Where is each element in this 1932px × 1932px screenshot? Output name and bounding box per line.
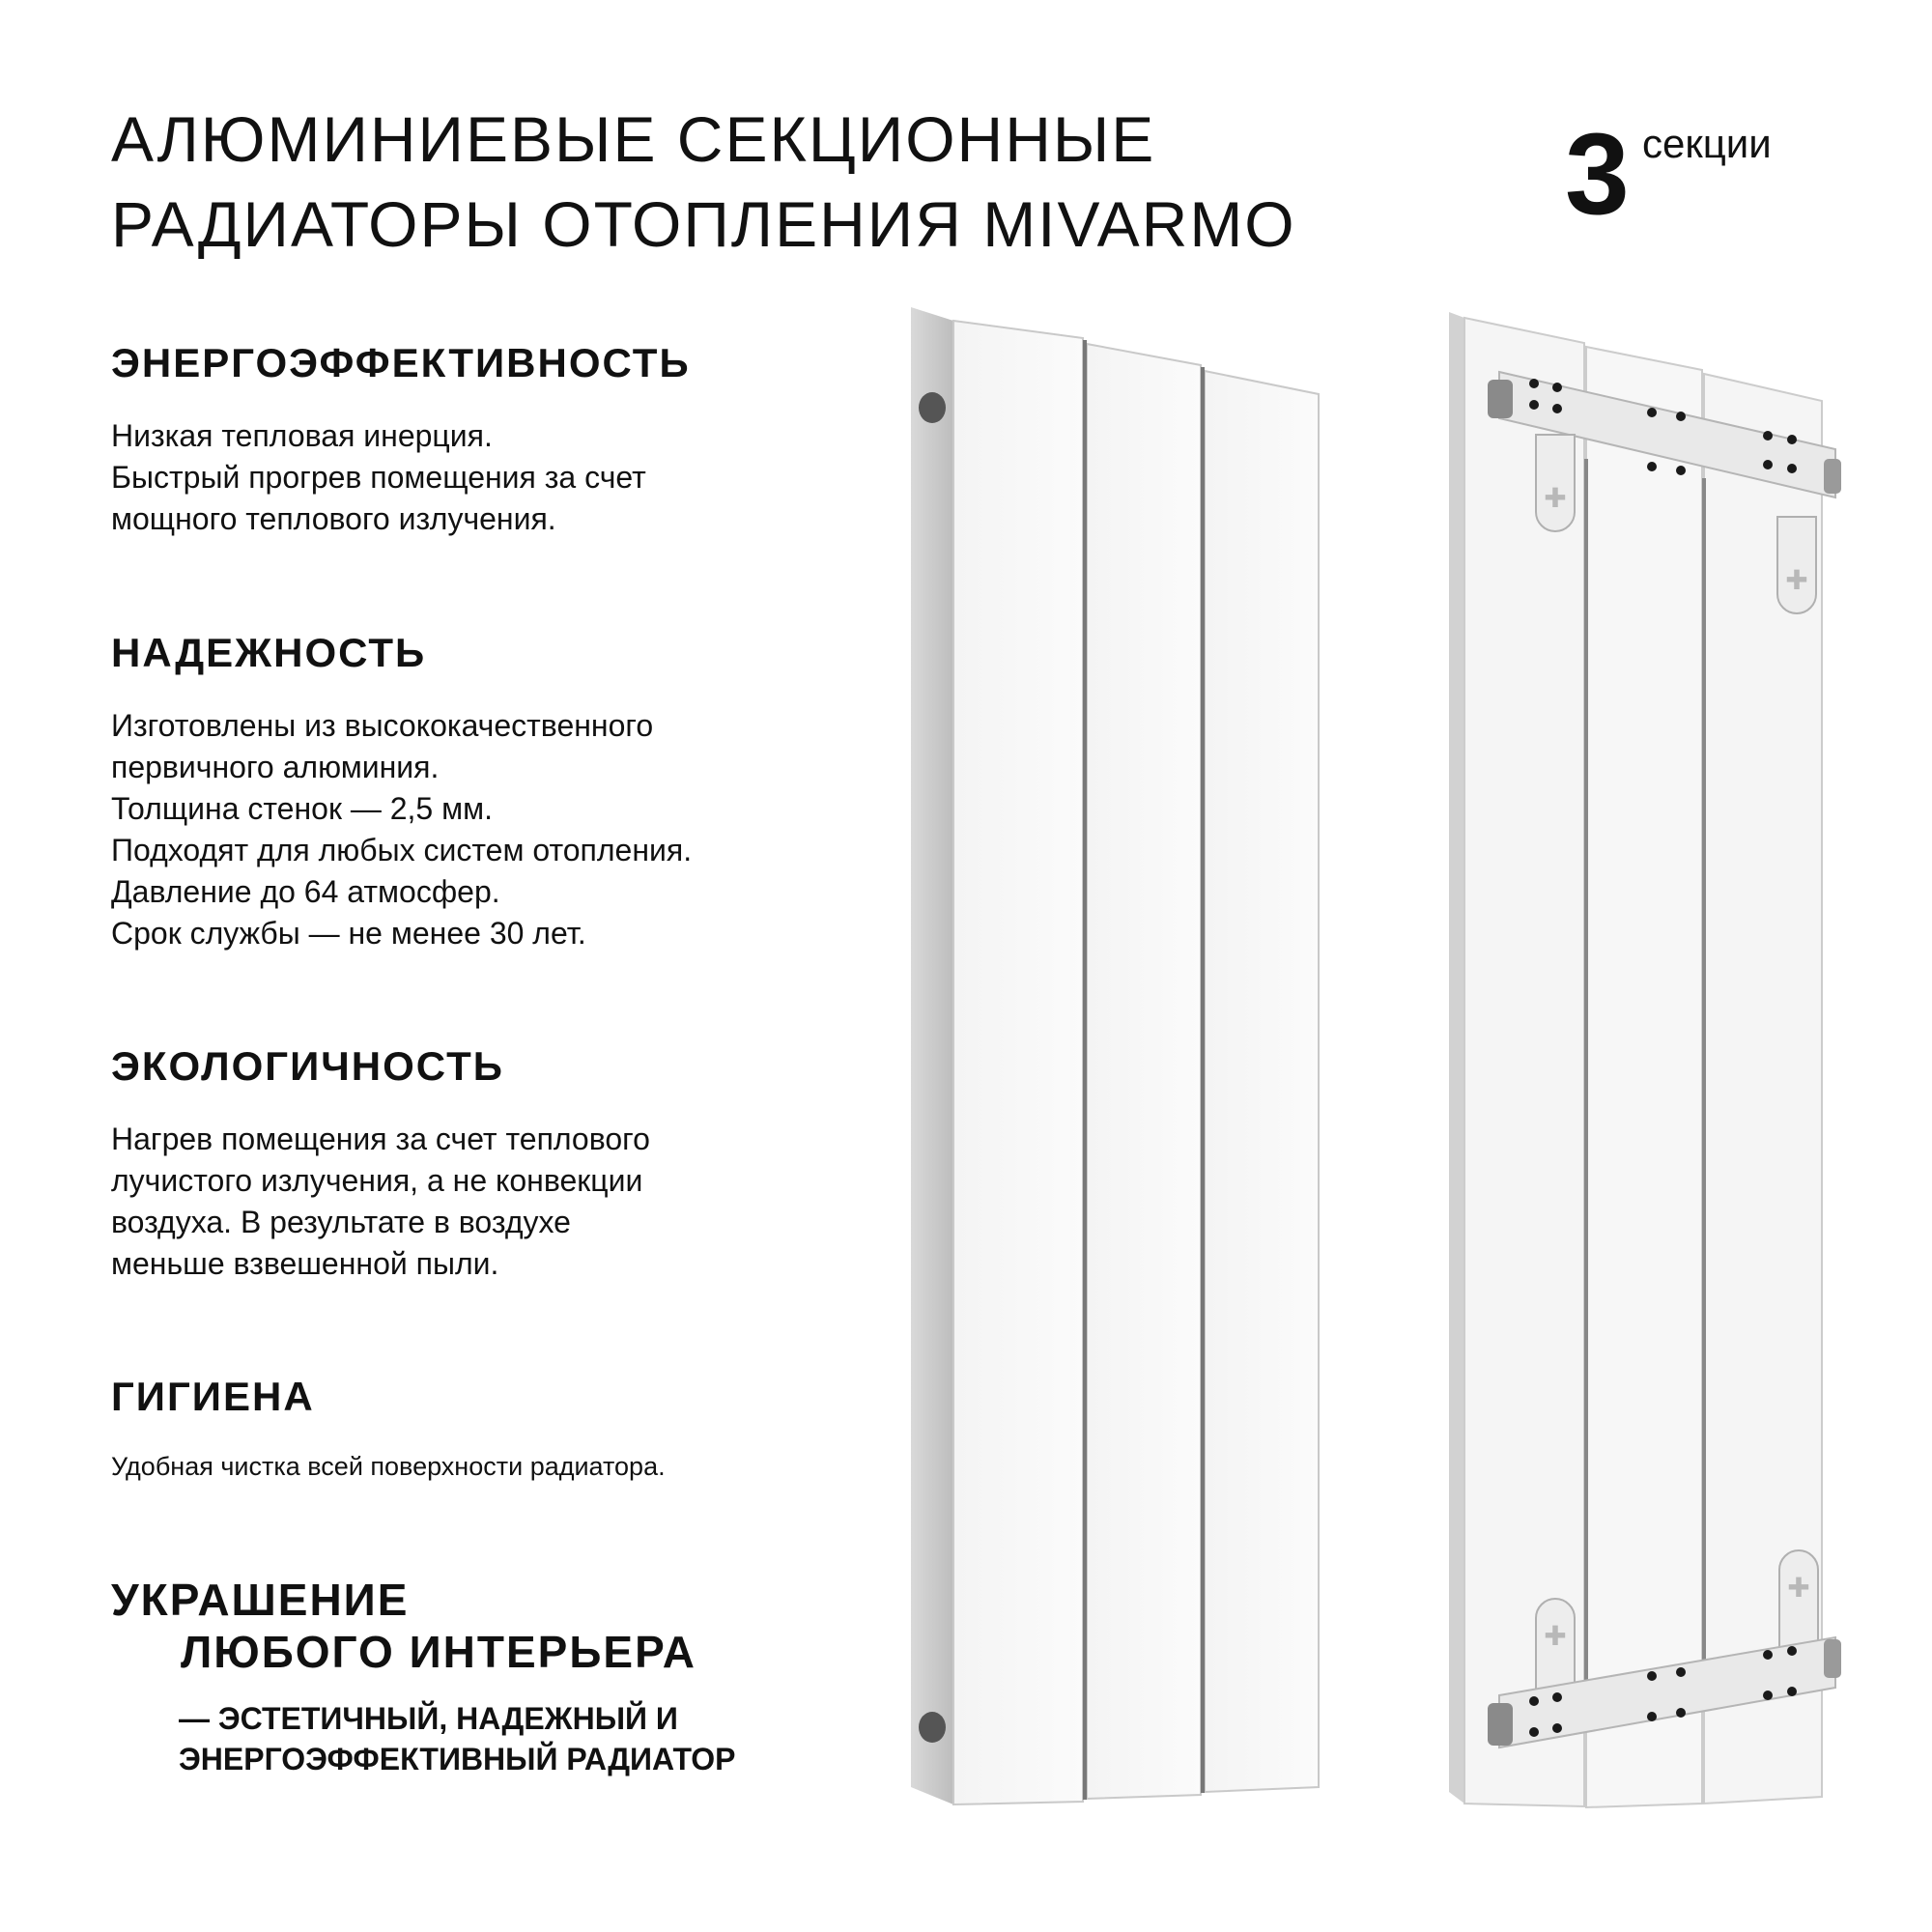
section-count: 3 <box>1565 109 1630 239</box>
feature-reliability <box>111 628 826 954</box>
feature-title: ГИГИЕНА <box>111 1374 315 1419</box>
feature-energy-efficiency <box>111 338 826 540</box>
feature-line: лучистого излучения, а не конвекции <box>111 1163 643 1198</box>
svg-text:✚: ✚ <box>1544 1620 1567 1652</box>
radiator-side-edge <box>911 307 953 1804</box>
feature-line: Подходят для любых систем отопления. <box>111 833 693 867</box>
radiator-section-2 <box>1586 347 1702 1807</box>
radiator-section-3 <box>1205 371 1319 1792</box>
feature-line: Нагрев помещения за счет теплового <box>111 1122 650 1156</box>
feature-hygiene <box>111 1372 826 1484</box>
mounting-bracket-icon <box>1536 1599 1575 1695</box>
radiator-section-1 <box>1464 318 1584 1806</box>
pipe-fitting-bottom <box>919 1712 946 1743</box>
radiator-front-image <box>894 299 1338 1816</box>
svg-text:✚: ✚ <box>1544 482 1567 514</box>
svg-text:✚: ✚ <box>1787 1572 1810 1604</box>
radiator-back-image <box>1439 304 1864 1821</box>
interior-decoration-block <box>111 1575 845 1779</box>
title-line-1: АЛЮМИНИЕВЫЕ СЕКЦИОННЫЕ <box>111 103 1156 175</box>
feature-description <box>111 1119 826 1285</box>
decoration-subtitle-line: — ЭСТЕТИЧНЫЙ, НАДЕЖНЫЙ И <box>179 1701 678 1736</box>
feature-title: НАДЕЖНОСТЬ <box>111 630 427 675</box>
mounting-bracket-icon <box>1536 435 1575 531</box>
section-count-badge <box>1565 106 1855 242</box>
mounting-bracket-icon <box>1779 1550 1818 1647</box>
decoration-heading-line-1: УКРАШЕНИЕ <box>111 1575 410 1625</box>
feature-line: меньше взвешенной пыли. <box>111 1246 499 1281</box>
svg-text:✚: ✚ <box>1785 564 1808 596</box>
feature-title: ЭНЕРГОЭФФЕКТИВНОСТЬ <box>111 340 691 385</box>
decoration-subtitle <box>179 1698 845 1779</box>
title-line-2: РАДИАТОРЫ ОТОПЛЕНИЯ MIVARMO <box>111 188 1296 260</box>
feature-line: Изготовлены из высококачественного <box>111 708 654 743</box>
feature-line: первичного алюминия. <box>111 750 440 784</box>
section-unit: секции <box>1642 121 1772 166</box>
feature-line: Удобная чистка всей поверхности радиатора. <box>111 1452 666 1481</box>
radiator-section-1 <box>953 321 1083 1804</box>
feature-line: мощного теплового излучения. <box>111 501 556 536</box>
pipe-fitting-bottom <box>1488 1703 1513 1746</box>
decoration-heading-line-2: ЛЮБОГО ИНТЕРЬЕРА <box>181 1627 696 1677</box>
feature-description <box>111 415 826 540</box>
feature-description <box>111 1449 826 1484</box>
feature-line: Толщина стенок — 2,5 мм. <box>111 791 493 826</box>
feature-line: воздуха. В результате в воздухе <box>111 1205 571 1239</box>
feature-description <box>111 705 826 954</box>
radiator-side-edge <box>1449 312 1464 1804</box>
feature-line: Быстрый прогрев помещения за счет <box>111 460 646 495</box>
feature-line: Срок службы — не менее 30 лет. <box>111 916 586 951</box>
decoration-subtitle-line: ЭНЕРГОЭФФЕКТИВНЫЙ РАДИАТОР <box>179 1742 736 1776</box>
mounting-bracket-icon <box>1777 517 1816 613</box>
feature-line: Низкая тепловая инерция. <box>111 418 493 453</box>
pipe-fitting-top <box>1488 380 1513 418</box>
radiator-section-2 <box>1087 344 1201 1799</box>
feature-title: ЭКОЛОГИЧНОСТЬ <box>111 1043 504 1089</box>
feature-line: Давление до 64 атмосфер. <box>111 874 500 909</box>
feature-ecology <box>111 1041 826 1285</box>
page-title <box>111 97 1367 267</box>
pipe-fitting-top <box>919 392 946 423</box>
